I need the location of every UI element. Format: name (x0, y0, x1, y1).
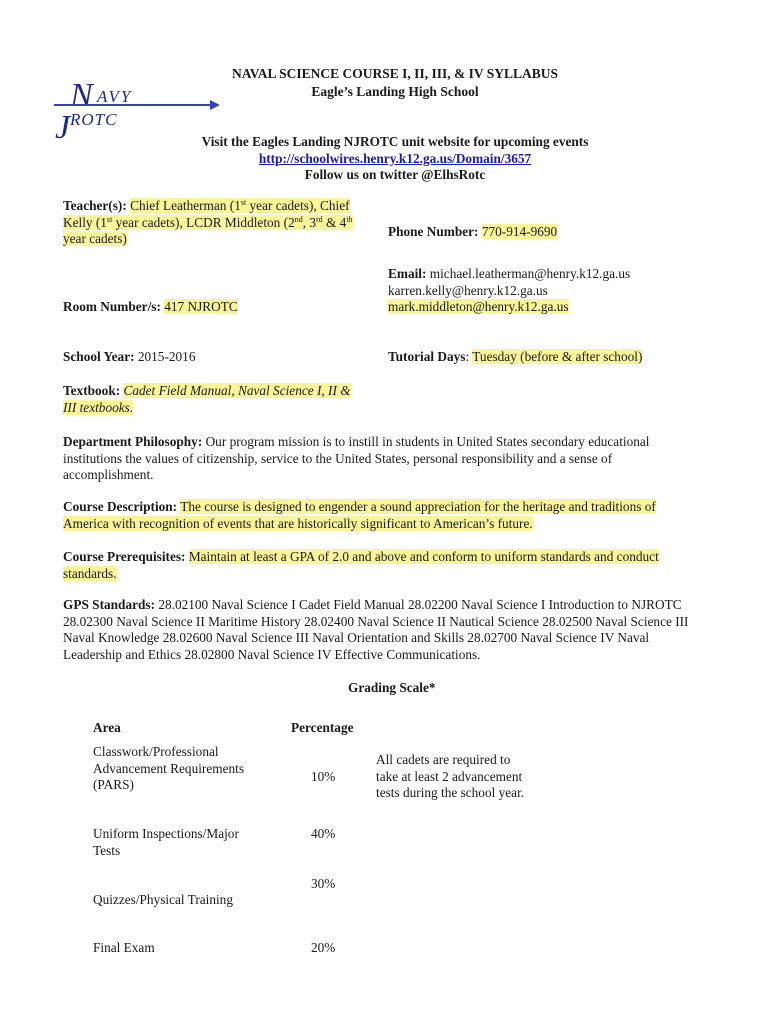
teacher-2-mid: year cadets), LCDR Middleton (2 (112, 214, 295, 230)
svg-text:ROTC: ROTC (70, 110, 118, 129)
philosophy-line-1: Our program mission is to instill in students in United States secondary educational (205, 434, 650, 449)
gps-line-1: 28.02100 Naval Science I Cadet Field Manual 28.02200 Naval Science I Introduction to NJROTC (158, 597, 682, 612)
philosophy-block (63, 434, 723, 484)
tutorial-value: Tuesday (before & after school) (472, 349, 643, 364)
grading-col-pct: Percentage (291, 720, 354, 735)
description-line-2: America with recognition of events that are historically significant to American’s future. (63, 515, 533, 531)
grading-row-3-area: Quizzes/Physical Training (93, 892, 233, 907)
teachers-label: Teacher(s): (63, 198, 127, 213)
email-3[interactable]: mark.middleton@henry.k12.ga.us (388, 299, 569, 314)
grading-title: Grading Scale* (348, 680, 436, 695)
area-line: Advancement Requirements (93, 760, 245, 776)
prereq-label: Course Prerequisites: (63, 549, 186, 564)
unit-website-link[interactable]: http://schoolwires.henry.k12.ga.us/Domain/3657 (258, 150, 532, 166)
sup: th (346, 214, 353, 224)
teacher-1: Chief Leatherman (1 (130, 198, 241, 213)
note-line: tests during the school year. (376, 785, 525, 800)
email-1[interactable]: michael.leatherman@henry.k12.ga.us (429, 266, 631, 281)
tutorial-row (388, 349, 642, 366)
prereq-line-1: Maintain at least a GPA of 2.0 and above and conform to uniform standards and conduct (188, 549, 659, 564)
area-line: Uniform Inspections/Major (93, 826, 239, 841)
sup: rd (316, 214, 323, 224)
phone-label: Phone Number: (388, 224, 479, 239)
room-row (63, 299, 238, 316)
note-line: All cadets are required to (376, 752, 511, 767)
room-value: 417 NJROTC (164, 299, 238, 314)
gps-line-4: Leadership and Ethics 28.02800 Naval Science IV Effective Communications. (63, 646, 481, 662)
teacher-2-mid2: , 3 (302, 214, 317, 230)
note-line: take at least 2 advancement (376, 768, 523, 784)
email-2[interactable]: karren.kelly@henry.k12.ga.us (388, 282, 548, 298)
svg-text:N: N (70, 77, 93, 114)
email-block (388, 266, 630, 316)
textbook-label: Textbook: (63, 383, 121, 398)
prereq-line-2: standards. (63, 565, 117, 581)
grading-row-3-pct: 30% (311, 876, 336, 891)
teacher-2-mid3: & 4 (322, 214, 347, 230)
teacher-2: Kelly (1 (63, 214, 107, 230)
sup: st (240, 198, 247, 207)
gps-block (63, 597, 733, 663)
syllabus-title: NAVAL SCIENCE COURSE I, II, III, & IV SYLLABUS (232, 66, 558, 81)
gps-line-3: Naval Knowledge 28.02600 Naval Science III Naval Orientation and Skills 28.02700 Naval Science IV Naval (63, 630, 650, 645)
sup: st (106, 214, 113, 224)
grading-row-4-pct: 20% (311, 940, 336, 955)
gps-label: GPS Standards: (63, 597, 155, 612)
grading-row-2-pct: 40% (311, 826, 336, 841)
philosophy-line-3: accomplishment. (63, 467, 154, 482)
description-line-1: The course is designed to engender a sound appreciation for the heritage and traditions of (180, 499, 656, 514)
twitter-line: Follow us on twitter @ElhsRotc (304, 167, 486, 182)
philosophy-label: Department Philosophy: (63, 434, 203, 449)
grading-row-2-area (93, 826, 239, 859)
textbook-line-1: Cadet Field Manual, Naval Science I, II & (123, 383, 351, 398)
grading-note (376, 752, 524, 802)
email-label: Email: (388, 266, 427, 281)
school-year-row (63, 349, 195, 366)
description-label: Course Description: (63, 499, 178, 514)
tutorial-label: Tutorial Days (388, 349, 466, 364)
school-year-value: 2015-2016 (137, 349, 196, 364)
grading-row-1-pct: 10% (311, 769, 336, 784)
sup: nd (294, 214, 303, 224)
area-line: Classwork/Professional (93, 744, 219, 759)
room-label: Room Number/s: (63, 299, 161, 314)
textbook-line-2: III textbooks. (63, 399, 134, 415)
teacher-1-end: year cadets), Chief (246, 198, 350, 213)
grading-row-4-area: Final Exam (93, 940, 155, 955)
school-year-label: School Year: (63, 349, 135, 364)
tutorial-colon: : (465, 349, 470, 364)
phone-value: 770-914-9690 (481, 224, 558, 239)
prereq-block (63, 549, 723, 582)
visit-line: Visit the Eagles Landing NJROTC unit website for upcoming events (201, 134, 589, 149)
gps-line-2: 28.02300 Naval Science II Maritime History 28.02400 Naval Science II Nautical Science 28.02500 Naval Science III (63, 613, 689, 629)
school-name: Eagle’s Landing High School (311, 84, 479, 99)
area-line: Tests (93, 842, 121, 858)
description-block (63, 499, 723, 532)
logo-navy-text: AVY (97, 87, 133, 106)
teacher-3: year cadets) (63, 231, 127, 246)
area-line: (PARS) (93, 777, 134, 792)
phone-row (388, 224, 557, 241)
textbook-block (63, 383, 351, 416)
grading-col-area: Area (93, 720, 121, 735)
svg-text:J: J (55, 109, 71, 142)
teachers-block (63, 198, 383, 248)
philosophy-line-2: institutions the values of citizenship, service to the United States, personal responsibility and a sense of (63, 450, 613, 466)
grading-row-1-area (93, 744, 244, 794)
